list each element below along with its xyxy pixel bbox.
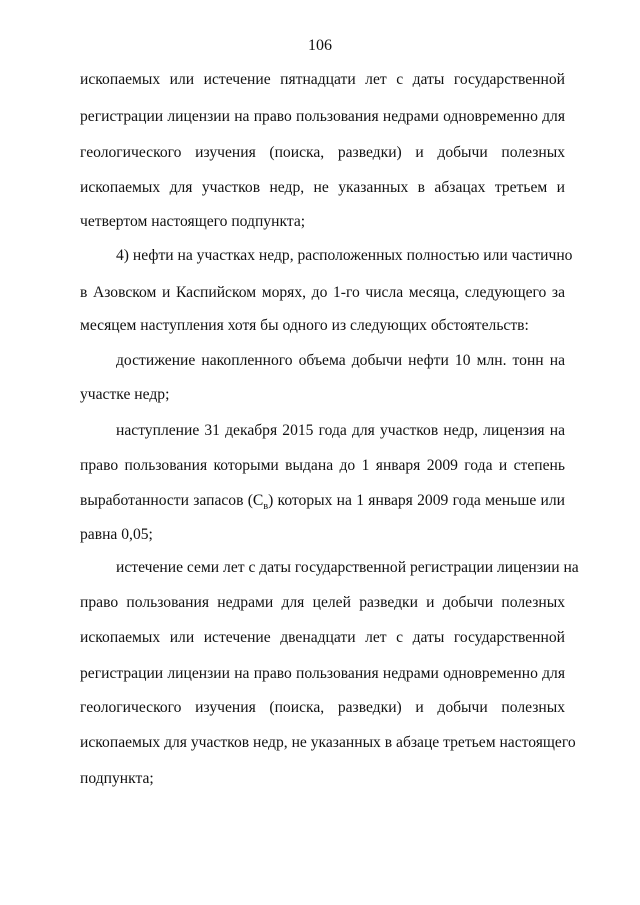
text-line: четвертом настоящего подпункта; [80, 213, 306, 230]
text-line-with-subscript [80, 491, 565, 517]
text-line: в Азовском и Каспийском морях, до 1-го числа месяца, следующего за [80, 284, 565, 301]
text-line: наступление 31 декабря 2015 года для участков недр, лицензия на [116, 422, 565, 439]
text-line: подпункта; [80, 770, 154, 787]
text-line: право пользования недрами для целей разведки и добычи полезных [80, 594, 565, 611]
text-segment: ) которых на 1 января 2009 года меньше или [268, 492, 565, 509]
text-segment: выработанности запасов (С [80, 492, 264, 509]
text-line: регистрации лицензии на право пользования недрами одновременно для [80, 108, 565, 125]
text-line: регистрации лицензии на право пользования недрами одновременно для [80, 665, 565, 682]
text-line: участке недр; [80, 386, 170, 403]
subscript: в [263, 501, 269, 513]
text-line: достижение накопленного объема добычи нефти 10 млн. тонн на [116, 352, 565, 369]
text-line: геологического изучения (поиска, разведки) и добычи полезных [80, 699, 565, 716]
text-line: ископаемых или истечение пятнадцати лет с даты государственной [80, 71, 565, 88]
text-line: ископаемых для участков недр, не указанных в абзацах третьем и [80, 179, 565, 196]
text-line: ископаемых или истечение двенадцати лет с даты государственной [80, 629, 565, 646]
text-line: равна 0,05; [80, 526, 153, 543]
text-line: месяцем наступления хотя бы одного из следующих обстоятельств: [80, 317, 529, 334]
text-line: право пользования которыми выдана до 1 января 2009 года и степень [80, 457, 565, 474]
text-line: ископаемых для участков недр, не указанных в абзаце третьем настоящего [80, 734, 576, 751]
text-line: геологического изучения (поиска, разведки) и добычи полезных [80, 144, 565, 161]
text-line: истечение семи лет с даты государственной регистрации лицензии на [116, 559, 579, 576]
text-line: 4) нефти на участках недр, расположенных полностью или частично [116, 247, 573, 264]
page-number: 106 [308, 37, 332, 54]
